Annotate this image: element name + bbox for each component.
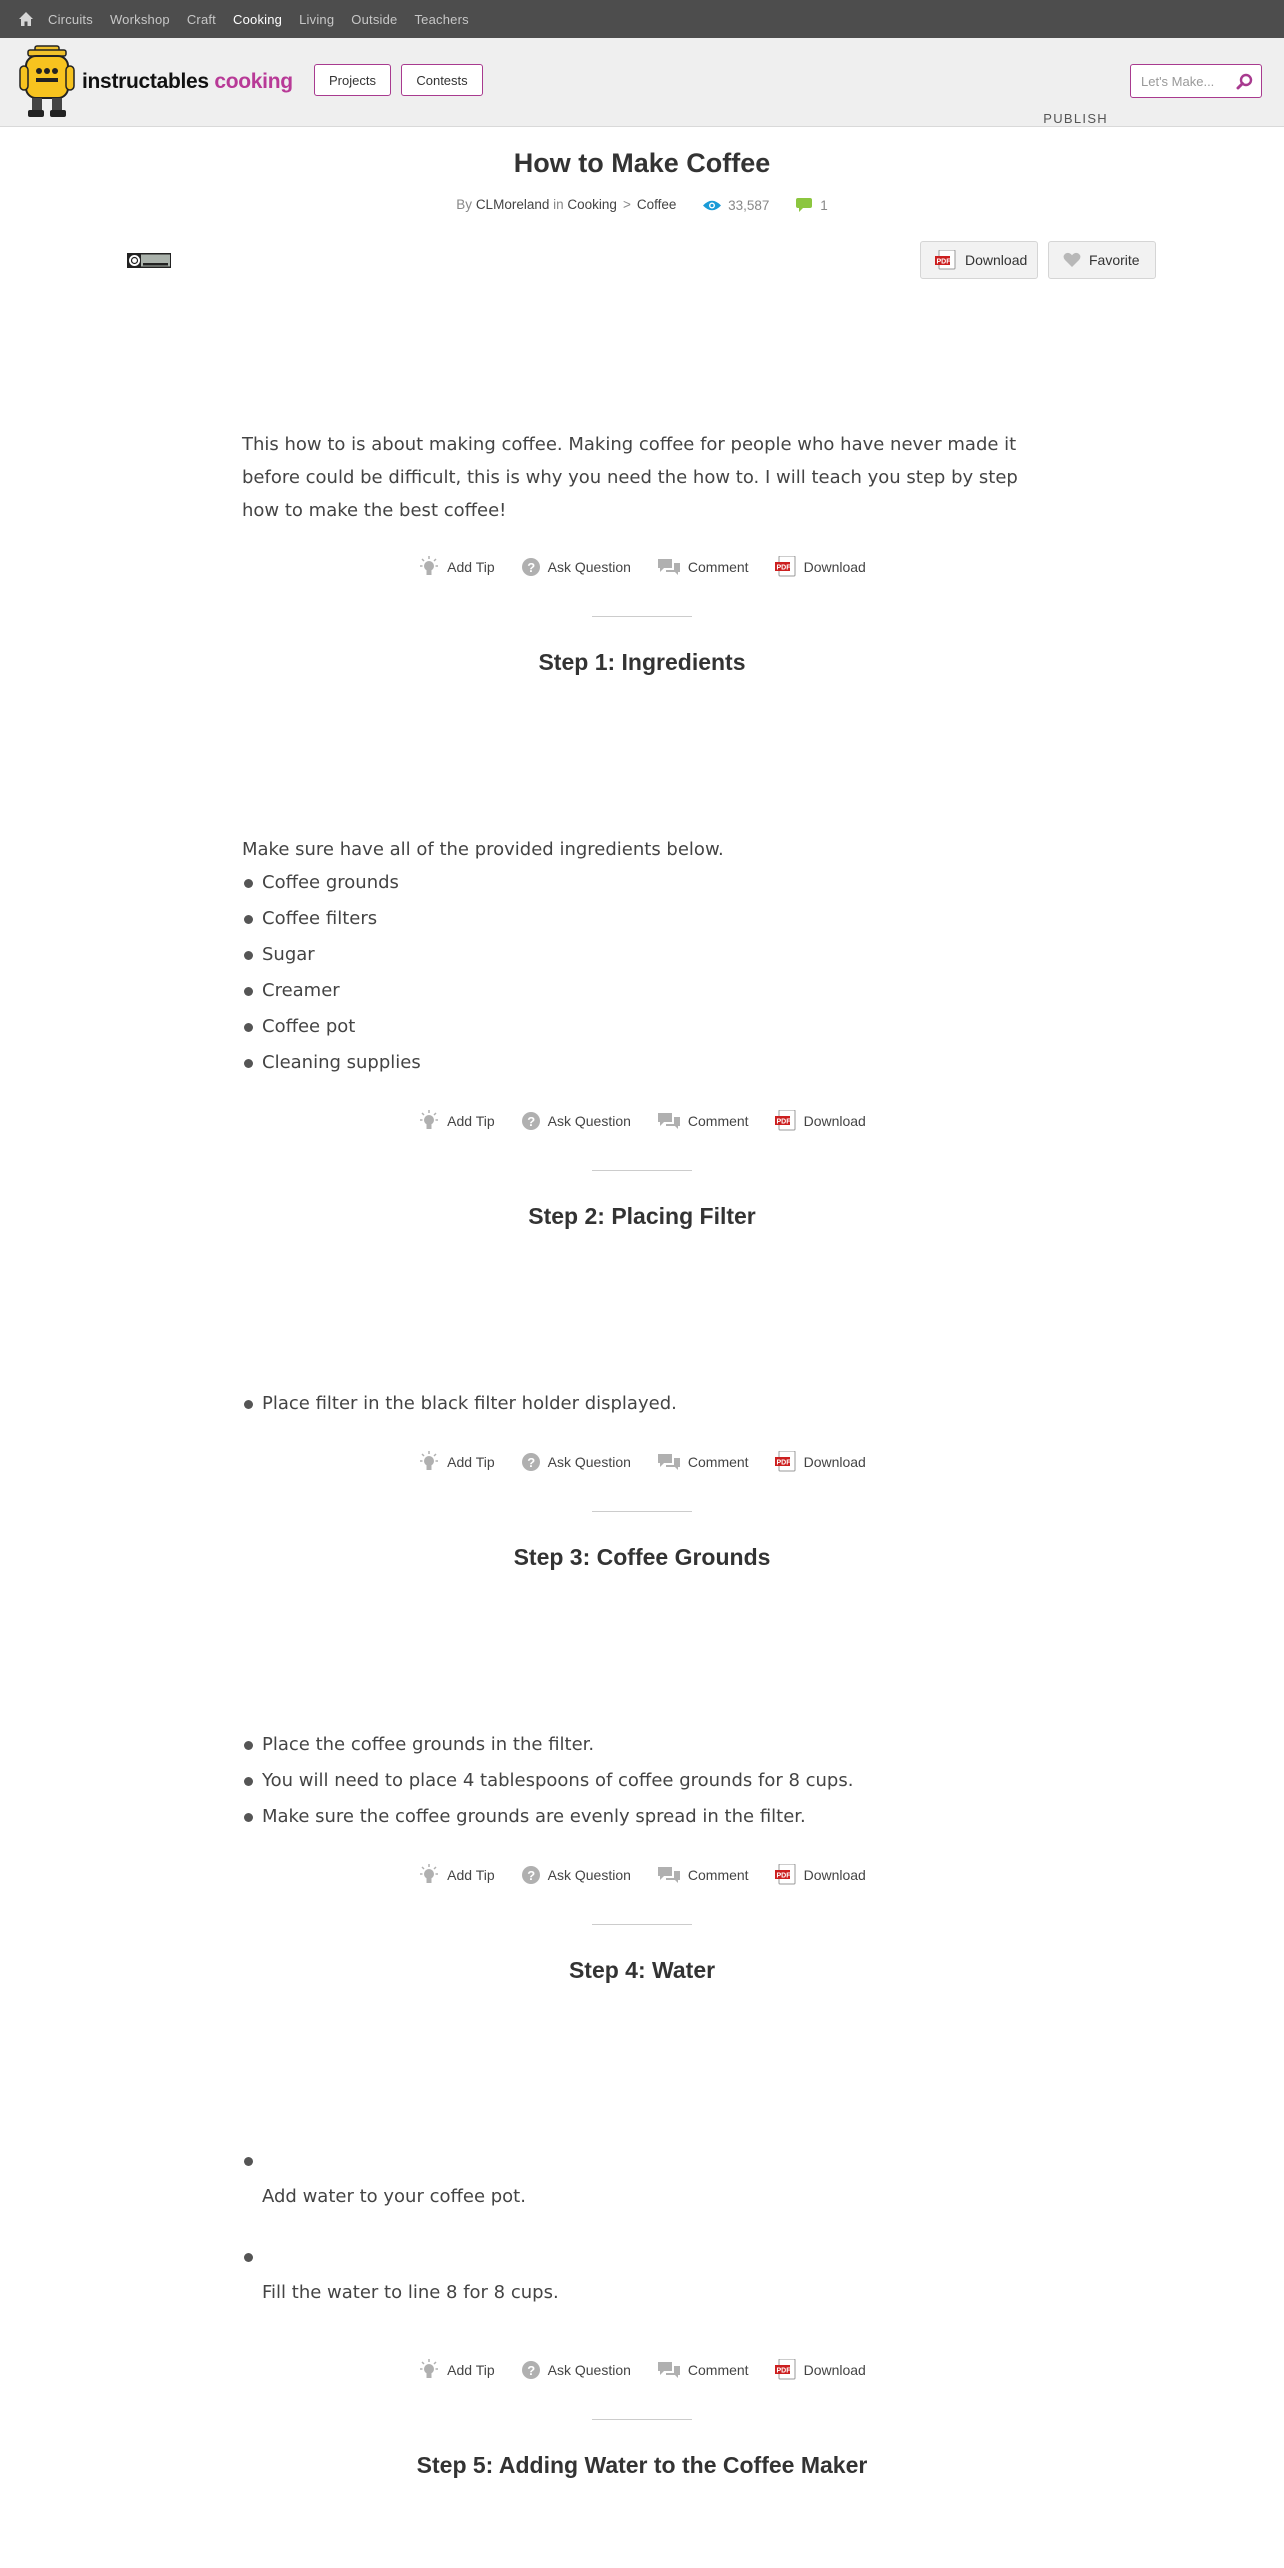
list-item: Add water to your coffee pot. <box>242 2151 1042 2247</box>
brand-name: instructables cooking <box>82 70 293 93</box>
download-button[interactable]: PDF Download <box>920 241 1038 279</box>
eye-icon <box>702 199 722 212</box>
views-stat: 33,587 <box>702 198 769 213</box>
page-title: How to Make Coffee <box>513 148 771 178</box>
category-nav <box>0 0 1284 38</box>
list-item: Coffee grounds <box>242 865 1042 901</box>
comment-button[interactable]: Comment <box>657 1110 749 1132</box>
heart-icon <box>1063 252 1081 268</box>
projects-button[interactable]: Projects <box>314 64 391 96</box>
add-tip-button[interactable]: Add Tip <box>418 556 494 578</box>
add-tip-button[interactable]: Add Tip <box>418 1864 494 1886</box>
step-2-actions <box>0 1451 1284 1473</box>
step-divider <box>592 1170 692 1171</box>
download-pdf-button[interactable]: PDF Download <box>775 1451 866 1473</box>
add-tip-button[interactable]: Add Tip <box>418 1451 494 1473</box>
list-item: Coffee filters <box>242 901 1042 937</box>
comment-icon <box>657 2361 681 2379</box>
svg-text:?: ? <box>526 560 535 575</box>
list-item: Sugar <box>242 937 1042 973</box>
contests-button[interactable]: Contests <box>401 64 483 96</box>
step-4-title: Step 4: Water <box>568 1957 716 1983</box>
ask-question-button[interactable]: ? Ask Question <box>521 1110 631 1132</box>
question-icon <box>521 1452 541 1472</box>
creative-commons-license-icon[interactable] <box>127 253 171 268</box>
list-item: Cleaning supplies <box>242 1045 1042 1081</box>
robot-mascot-icon <box>18 44 76 120</box>
publish-link[interactable]: PUBLISH <box>1043 111 1108 126</box>
lightbulb-icon <box>418 556 440 578</box>
step-divider <box>592 1924 692 1925</box>
pdf-icon <box>775 1451 797 1473</box>
svg-text:?: ? <box>526 1114 535 1129</box>
comment-button[interactable]: Comment <box>657 1864 749 1886</box>
comment-button[interactable]: Comment <box>657 2359 749 2381</box>
svg-text:PDF: PDF <box>776 2367 791 2375</box>
svg-text:?: ? <box>526 1868 535 1883</box>
svg-text:?: ? <box>526 2363 535 2378</box>
nav-circuits[interactable]: Circuits <box>48 11 93 27</box>
svg-text:PDF: PDF <box>776 1872 791 1880</box>
home-icon[interactable] <box>18 11 34 27</box>
svg-text:PDF: PDF <box>776 1459 791 1467</box>
comment-icon <box>657 1453 681 1471</box>
ask-question-button[interactable]: ? Ask Question <box>521 556 631 578</box>
author-link[interactable]: CLMoreland <box>475 197 550 212</box>
step-1-intro: Make sure have all of the provided ingredients below. <box>242 839 724 860</box>
intro-text: This how to is about making coffee. Making coffee for people who have never made it before could be difficult, this is why you need the how to. I will teach you step by step how to make the best coffee! <box>242 434 1018 521</box>
list-item: You will need to place 4 tablespoons of coffee grounds for 8 cups. <box>242 1763 1042 1799</box>
step-divider <box>592 2419 692 2420</box>
comments-stat: 1 <box>795 197 828 213</box>
nav-craft[interactable]: Craft <box>186 11 216 27</box>
pdf-icon <box>935 250 957 270</box>
list-item: Place the coffee grounds in the filter. <box>242 1727 1042 1763</box>
comment-bubble-icon <box>795 197 814 213</box>
step-4-list <box>242 2151 1042 2343</box>
step-2-list <box>242 1386 1042 1422</box>
category-link[interactable]: Cooking <box>567 197 617 212</box>
step-5-title: Step 5: Adding Water to the Coffee Maker <box>416 2452 868 2478</box>
article-meta: By CLMoreland in Cooking > Coffee 33,587 1 <box>456 197 828 213</box>
lightbulb-icon <box>418 1110 440 1132</box>
site-logo[interactable] <box>18 44 293 120</box>
step-2-title: Step 2: Placing Filter <box>528 1203 756 1229</box>
nav-outside[interactable]: Outside <box>351 11 398 27</box>
lightbulb-icon <box>418 1864 440 1886</box>
add-tip-button[interactable]: Add Tip <box>418 1110 494 1132</box>
step-3-actions <box>0 1864 1284 1886</box>
list-item: Fill the water to line 8 for 8 cups. <box>242 2247 1042 2343</box>
list-item: Coffee pot <box>242 1009 1042 1045</box>
pdf-icon <box>775 1864 797 1886</box>
list-item: Creamer <box>242 973 1042 1009</box>
list-item: Make sure the coffee grounds are evenly spread in the filter. <box>242 1799 1042 1835</box>
comment-icon <box>657 558 681 576</box>
question-icon <box>521 1865 541 1885</box>
nav-cooking[interactable]: Cooking <box>233 11 283 27</box>
question-icon <box>521 1111 541 1131</box>
search-input[interactable]: Let's Make... <box>1141 74 1215 89</box>
comment-button[interactable]: Comment <box>657 1451 749 1473</box>
site-header <box>0 38 1284 127</box>
download-pdf-button[interactable]: PDF Download <box>775 1110 866 1132</box>
download-pdf-button[interactable]: PDF Download <box>775 1864 866 1886</box>
comment-button[interactable]: Comment <box>657 556 749 578</box>
intro-actions <box>0 556 1284 578</box>
comment-icon <box>657 1866 681 1884</box>
download-pdf-button[interactable]: PDF Download <box>775 556 866 578</box>
pdf-icon <box>775 1110 797 1132</box>
favorite-button[interactable]: Favorite <box>1048 241 1156 279</box>
comment-icon <box>657 1112 681 1130</box>
step-divider <box>592 1511 692 1512</box>
download-pdf-button[interactable]: PDF Download <box>775 2359 866 2381</box>
step-divider <box>592 616 692 617</box>
lightbulb-icon <box>418 2359 440 2381</box>
nav-living[interactable]: Living <box>299 11 335 27</box>
svg-text:?: ? <box>526 1455 535 1470</box>
subcategory-link[interactable]: Coffee <box>636 197 677 212</box>
ask-question-button[interactable]: ? Ask Question <box>521 1451 631 1473</box>
question-icon <box>521 2360 541 2380</box>
step-1-actions <box>0 1110 1284 1132</box>
svg-text:PDF: PDF <box>936 258 951 266</box>
add-tip-button[interactable]: Add Tip <box>418 2359 494 2381</box>
step-1-title: Step 1: Ingredients <box>538 649 746 675</box>
search-box[interactable] <box>1130 64 1262 98</box>
nav-workshop[interactable]: Workshop <box>109 11 170 27</box>
ask-question-button[interactable]: ? Ask Question <box>521 1864 631 1886</box>
step-4-actions <box>0 2359 1284 2381</box>
nav-teachers[interactable]: Teachers <box>414 11 469 27</box>
question-icon <box>521 557 541 577</box>
step-3-list <box>242 1727 1042 1835</box>
svg-text:PDF: PDF <box>776 1118 791 1126</box>
step-3-title: Step 3: Coffee Grounds <box>513 1544 771 1570</box>
search-icon[interactable] <box>1236 73 1253 90</box>
lightbulb-icon <box>418 1451 440 1473</box>
svg-text:PDF: PDF <box>776 564 791 572</box>
list-item: Place filter in the black filter holder displayed. <box>242 1386 1042 1422</box>
step-1-ingredients-list <box>242 865 1042 1081</box>
pdf-icon <box>775 2359 797 2381</box>
pdf-icon <box>775 556 797 578</box>
ask-question-button[interactable]: ? Ask Question <box>521 2359 631 2381</box>
